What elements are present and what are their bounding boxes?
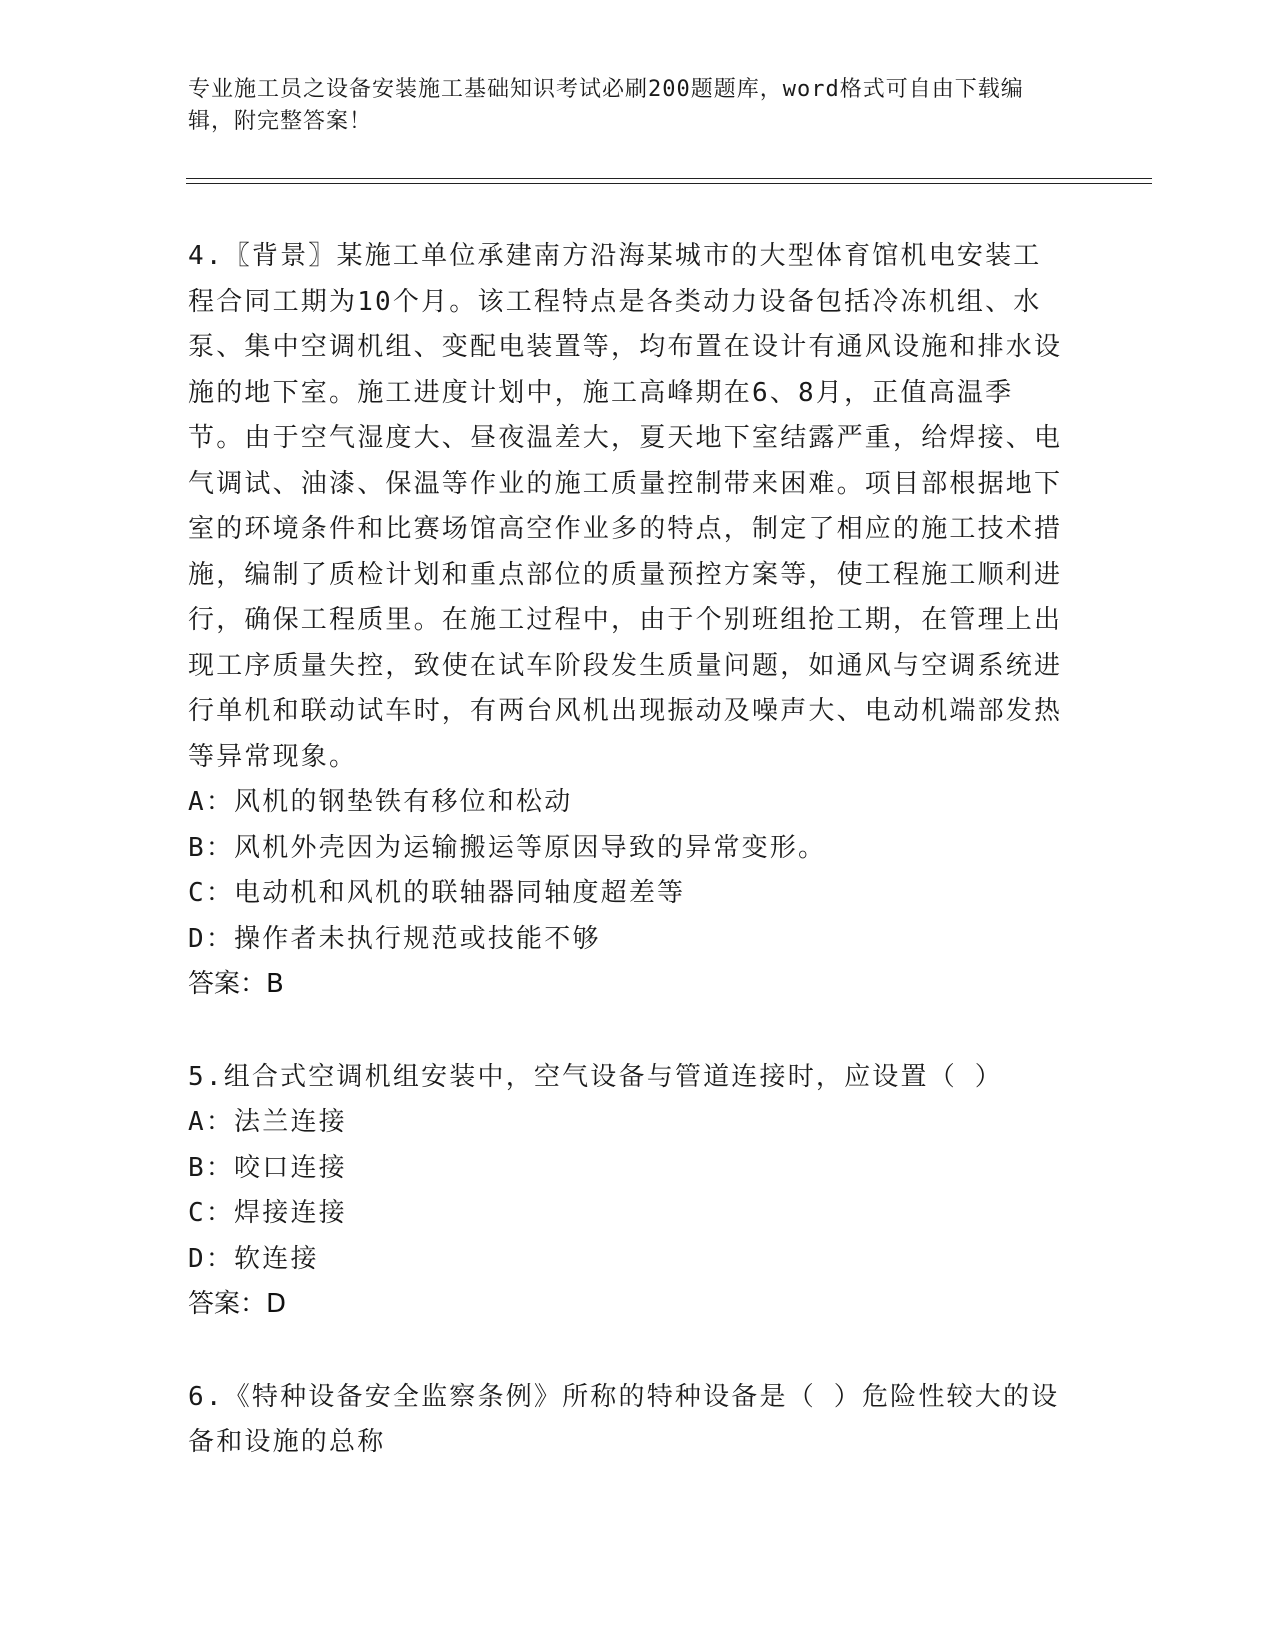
question-item-5 <box>188 1055 1068 1328</box>
question-item-6 <box>188 1375 1068 1466</box>
answer-line: 答案：D <box>188 1289 287 1319</box>
question-spacer <box>188 1328 1068 1375</box>
option-c: C：焊接连接 <box>188 1198 347 1228</box>
question-stem: 5.组合式空调机组安装中，空气设备与管道连接时，应设置（ ） <box>188 1061 1003 1092</box>
option-b: B：风机外壳因为运输搬运等原因导致的异常变形。 <box>188 832 827 863</box>
option-c: C：电动机和风机的联轴器同轴度超差等 <box>188 878 686 908</box>
option-a: A：风机的钢垫铁有移位和松动 <box>188 787 573 817</box>
header-divider-top <box>186 178 1152 179</box>
document-header-title: 专业施工员之设备安装施工基础知识考试必刷200题题库，word格式可自由下载编辑，附完整答案！ <box>188 77 1024 134</box>
option-b: B：咬口连接 <box>188 1152 347 1183</box>
question-spacer <box>188 1008 1068 1055</box>
question-item-4 <box>188 234 1068 1008</box>
option-d: D：软连接 <box>188 1243 319 1274</box>
answer-line: 答案：B <box>188 969 284 999</box>
question-stem: 6.《特种设备安全监察条例》所称的特种设备是（ ）危险性较大的设备和设施的总称 <box>188 1381 1060 1457</box>
option-d: D：操作者未执行规范或技能不够 <box>188 923 601 954</box>
option-a: A：法兰连接 <box>188 1107 347 1137</box>
question-stem: 4.〖背景〗某施工单位承建南方沿海某城市的大型体育馆机电安装工程合同工期为10个月。该工程特点是各类动力设备包括冷冻机组、水泵、集中空调机组、变配电装置等，均布置在设计有通风设施和排水设施的地下室。施工进度计划中，施工高峰期在6、8月，正值高温季节。由于空气湿度大、昼夜温差大，夏天地下室结露严重，给焊接、电气调试、油漆、保温等作业的施工质量控制带来困难。项目部根据地下室的环境条件和比赛场馆高空作业多的特点，制定了相应的施工技术措施，编制了质检计划和重点部位的质量预控方案等，使工程施工顺利进行，确保工程质里。在施工过程中，由于个别班组抢工期，在管理上出现工序质量失控，致使在试车阶段发生质量问题，如通风与空调系统进行单机和联动试车时，有两台风机出现振动及噪声大、电动机端部发热等异常现象。 <box>188 241 1063 772</box>
header-divider-bottom <box>186 183 1152 184</box>
question-list <box>188 234 1068 1466</box>
